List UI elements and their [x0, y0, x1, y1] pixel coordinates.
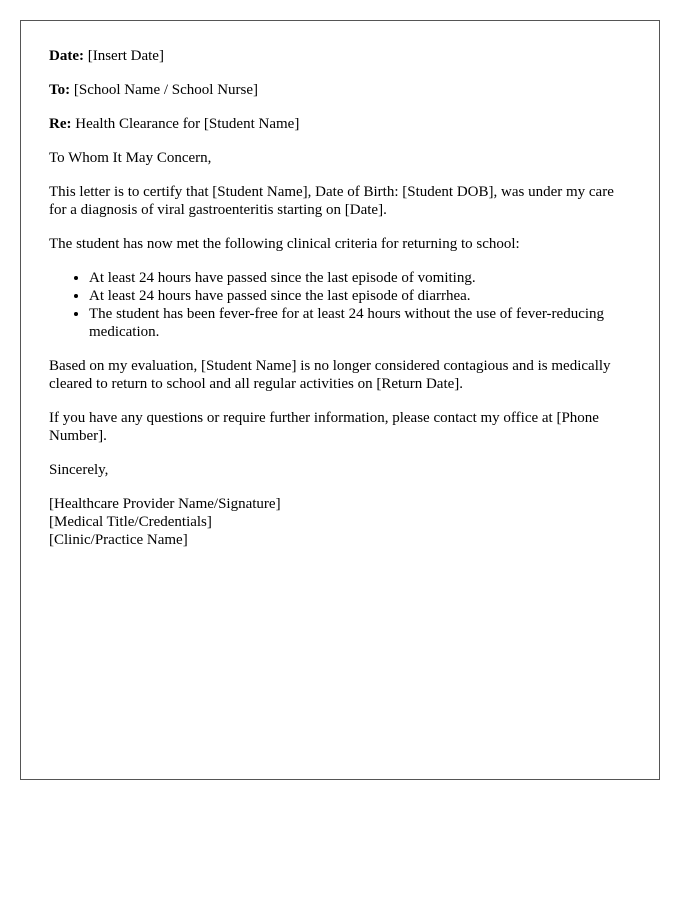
to-value: [School Name / School Nurse]	[73, 82, 259, 98]
to-line	[49, 81, 631, 99]
criteria-item-fever: • The student has been fever-free for at least 24 hours without the use of fever-reducing medication.	[89, 305, 631, 341]
re-label: Re:	[49, 116, 72, 132]
closing: Sincerely,	[49, 462, 109, 478]
criteria-item-diarrhea: • At least 24 hours have passed since the last episode of diarrhea.	[89, 287, 631, 305]
to-label: To:	[49, 82, 71, 98]
date-value: [Insert Date]	[87, 48, 164, 64]
signature-block	[49, 495, 631, 549]
date-line	[49, 47, 631, 65]
criteria-intro: The student has now met the following clinical criteria for returning to school:	[49, 236, 520, 252]
re-value: Health Clearance for [Student Name]	[75, 116, 300, 132]
salutation: To Whom It May Concern,	[49, 150, 212, 166]
signature-title: [Medical Title/Credentials]	[49, 514, 212, 530]
signature-practice: [Clinic/Practice Name]	[49, 532, 188, 548]
date-label: Date:	[49, 48, 84, 64]
criteria-item-vomiting: • At least 24 hours have passed since the last episode of vomiting.	[89, 269, 631, 287]
signature-provider: [Healthcare Provider Name/Signature]	[49, 496, 281, 512]
letter-page	[20, 20, 660, 780]
certify-paragraph: This letter is to certify that [Student Name], Date of Birth: [Student DOB], was under my care for a diagnosis of viral gastroenteritis starting on [Date].	[49, 184, 614, 218]
re-line	[49, 115, 631, 133]
evaluation-paragraph: Based on my evaluation, [Student Name] is no longer considered contagious and is medically cleared to return to school and all regular activities on [Return Date].	[49, 358, 611, 392]
criteria-list	[49, 269, 631, 341]
contact-paragraph: If you have any questions or require further information, please contact my office at [Phone Number].	[49, 410, 599, 444]
